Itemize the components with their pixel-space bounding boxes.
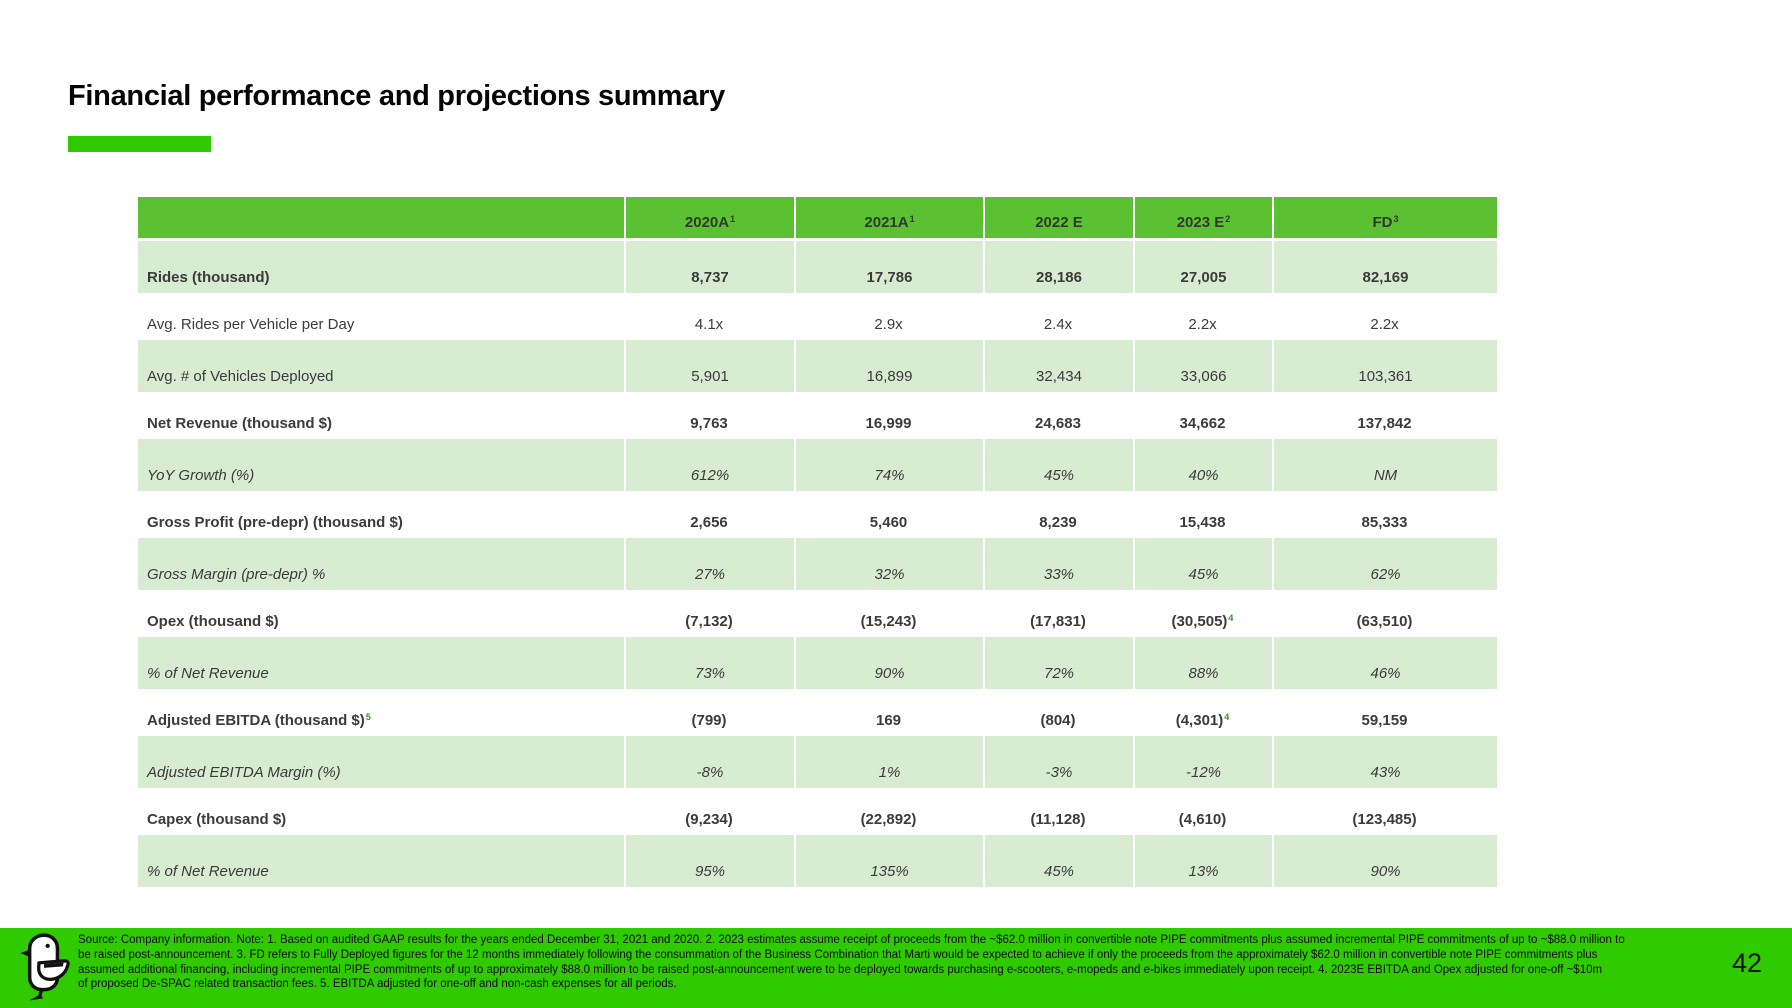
table-cell	[983, 394, 1133, 439]
table-cell	[1133, 439, 1272, 491]
table-cell	[1272, 592, 1497, 637]
cell-text: (4,610)	[1178, 811, 1227, 828]
table-cell	[624, 340, 794, 392]
table-cell	[624, 637, 794, 689]
table-cell	[794, 295, 983, 340]
cell-text: 45%	[1188, 566, 1219, 583]
table-cell	[624, 790, 794, 835]
table-cell	[794, 790, 983, 835]
table-cell	[1272, 835, 1497, 887]
table-row	[138, 295, 1497, 340]
row-label	[138, 736, 624, 788]
table-cell	[624, 592, 794, 637]
table-cell	[1133, 691, 1272, 736]
cell-text: 85,333	[1361, 514, 1408, 531]
cell-text: 62%	[1370, 566, 1401, 583]
table-cell	[1272, 637, 1497, 689]
cell-text: (9,234)	[685, 811, 733, 828]
table-cell	[624, 736, 794, 788]
table-cell	[624, 241, 794, 293]
table-cell	[1272, 439, 1497, 491]
cell-text: (11,128)	[1030, 811, 1086, 828]
cell-text: 2023 E	[1176, 214, 1225, 231]
cell-text: 2.2x	[1188, 316, 1217, 333]
cell-text: 28,186	[1036, 269, 1082, 286]
row-label	[138, 295, 624, 340]
table-cell	[794, 592, 983, 637]
cell-text: Gross Profit (pre-depr) (thousand $)	[147, 514, 403, 531]
table-cell	[1272, 295, 1497, 340]
table-cell	[983, 835, 1133, 887]
table-cell	[794, 241, 983, 293]
cell-text: 2.2x	[1370, 316, 1399, 333]
table-cell	[624, 835, 794, 887]
cell-text: Capex (thousand $)	[147, 811, 287, 828]
cell-text: 16,999	[865, 415, 912, 432]
table-cell	[794, 340, 983, 392]
cell-text: 27,005	[1180, 269, 1227, 286]
row-label	[138, 790, 624, 835]
footnote-marker: 4	[1228, 613, 1234, 623]
table-cell	[624, 439, 794, 491]
cell-text: 612%	[690, 467, 730, 484]
cell-text: 33,066	[1180, 368, 1227, 385]
cell-text: 5,460	[869, 514, 908, 531]
cell-text: 32%	[874, 566, 905, 583]
cell-text: 16,899	[866, 368, 913, 385]
cell-text: 15,438	[1179, 514, 1226, 531]
page-title: Financial performance and projections summary	[68, 80, 725, 112]
cell-text: (15,243)	[860, 613, 917, 630]
table-cell	[1133, 241, 1272, 293]
row-label	[138, 835, 624, 887]
table-row	[138, 637, 1497, 691]
table-cell	[1272, 538, 1497, 590]
cell-text: 2022 E	[1035, 214, 1083, 231]
cell-text: 43%	[1370, 764, 1401, 781]
table-cell	[624, 197, 794, 238]
table-row	[138, 736, 1497, 790]
cell-text: 90%	[874, 665, 905, 682]
footnote-marker: 1	[730, 214, 736, 224]
table-cell	[1272, 241, 1497, 293]
row-label	[138, 394, 624, 439]
cell-text: 27%	[694, 566, 726, 583]
page-number: 42	[1731, 948, 1762, 978]
row-label	[138, 637, 624, 689]
cell-text: 45%	[1043, 863, 1075, 880]
row-label	[138, 340, 624, 392]
footnote-marker: 3	[1393, 214, 1399, 224]
cell-text: NM	[1373, 467, 1398, 484]
row-label	[138, 592, 624, 637]
table-cell	[1133, 790, 1272, 835]
cell-text: 90%	[1370, 863, 1401, 880]
cell-text: 88%	[1188, 665, 1219, 682]
table-cell	[794, 736, 983, 788]
cell-text: (22,892)	[860, 811, 917, 828]
cell-text: 169	[875, 712, 902, 729]
cell-text: 74%	[874, 467, 905, 484]
table-cell	[1133, 340, 1272, 392]
cell-text: -3%	[1045, 764, 1073, 781]
note-line: Source: Company information. Note: 1. Based on audited GAAP results for the years ended December 31, 2021 and 2020. 2. 2023 estimates assume receipt of proceeds from the ~$62.0 million in convertible note PIPE commitments plus assumed incremental PIPE commitments of up to ~$88.0 million to	[78, 934, 1625, 946]
table-row	[138, 592, 1497, 637]
note-line: of proposed De-SPAC related transaction fees. 5. EBITDA adjusted for one-off and non-cash expenses for all periods.	[78, 978, 677, 991]
table-cell	[794, 691, 983, 736]
cell-text: 33%	[1043, 566, 1075, 583]
row-label	[138, 538, 624, 590]
row-label	[138, 197, 624, 238]
note-line: be raised post-announcement. 3. FD refers to Fully Deployed figures for the 12 months immediately following the consummation of the Business Combination that Marti would be expected to achieve if only the proceeds from the approximately $62.0 million in convertible note PIPE commitments plus	[78, 948, 1598, 961]
cell-text: 9,763	[690, 415, 728, 432]
row-label	[138, 439, 624, 491]
table-cell	[794, 538, 983, 590]
table-row	[138, 691, 1497, 736]
cell-text: 1%	[878, 764, 901, 781]
cell-text: (30,505)	[1171, 613, 1228, 630]
table-cell	[1272, 340, 1497, 392]
table-cell	[1133, 736, 1272, 788]
cell-text: % of Net Revenue	[147, 863, 269, 880]
cell-text: Avg. Rides per Vehicle per Day	[147, 316, 355, 333]
cell-text: (123,485)	[1352, 811, 1417, 828]
cell-text: Gross Margin (pre-depr) %	[147, 566, 326, 583]
duck-logo	[11, 932, 73, 1002]
cell-text: 103,361	[1358, 368, 1413, 385]
cell-text: (4,301)	[1175, 712, 1224, 729]
cell-text: Adjusted EBITDA (thousand $)	[147, 712, 365, 729]
cell-text: FD	[1372, 214, 1393, 231]
table-row	[138, 394, 1497, 439]
table-cell	[983, 538, 1133, 590]
cell-text: 8,737	[691, 269, 729, 286]
cell-text: 45%	[1043, 467, 1075, 484]
cell-text: 13%	[1188, 863, 1219, 880]
table-cell	[983, 637, 1133, 689]
cell-text: 82,169	[1362, 269, 1409, 286]
cell-text: 2.9x	[874, 316, 903, 333]
footnote-marker: 5	[365, 712, 371, 722]
cell-text: 40%	[1188, 467, 1219, 484]
table-cell	[983, 736, 1133, 788]
footer-band	[0, 928, 1792, 1008]
table-cell	[624, 493, 794, 538]
cell-text: 8,239	[1039, 514, 1077, 531]
cell-text: (7,132)	[685, 613, 733, 630]
table-cell	[983, 439, 1133, 491]
table-cell	[983, 340, 1133, 392]
cell-text: 2,656	[690, 514, 728, 531]
table-cell	[1133, 637, 1272, 689]
table-body	[138, 241, 1497, 889]
table-cell	[1272, 394, 1497, 439]
cell-text: % of Net Revenue	[147, 665, 269, 682]
row-label	[138, 493, 624, 538]
cell-text: 135%	[870, 863, 909, 880]
cell-text: 5,901	[691, 368, 729, 385]
table-cell	[624, 394, 794, 439]
cell-text: 72%	[1043, 665, 1075, 682]
table-cell	[983, 691, 1133, 736]
cell-text: -12%	[1185, 764, 1222, 781]
cell-text: 32,434	[1036, 368, 1082, 385]
cell-text: (799)	[691, 712, 727, 729]
cell-text: (17,831)	[1030, 613, 1086, 630]
table-cell	[1133, 592, 1272, 637]
table-cell	[983, 241, 1133, 293]
row-label	[138, 241, 624, 293]
table-cell	[1272, 736, 1497, 788]
cell-text: 4.1x	[694, 316, 724, 333]
cell-text: 34,662	[1179, 415, 1226, 432]
table-cell	[983, 592, 1133, 637]
table-cell	[1272, 197, 1497, 238]
cell-text: Rides (thousand)	[147, 269, 270, 286]
row-label	[138, 691, 624, 736]
cell-text: (804)	[1040, 712, 1076, 729]
table-row	[138, 538, 1497, 592]
table-cell	[794, 439, 983, 491]
cell-text: 2.4x	[1043, 316, 1073, 333]
cell-text: Adjusted EBITDA Margin (%)	[147, 764, 341, 781]
footnote-marker: 2	[1225, 214, 1231, 224]
cell-text: 137,842	[1357, 415, 1412, 432]
table-row	[138, 790, 1497, 835]
table-cell	[1272, 493, 1497, 538]
note-line: assumed additional financing, including incremental PIPE commitments of up to approximately $88.0 million to be raised post-announcement were to be deployed towards purchasing e-scooters, e-mopeds and e-bikes immediately upon receipt. 4. 2023E EBITDA and Opex adjusted for one-off ~$10m	[78, 963, 1603, 976]
table-cell	[1133, 394, 1272, 439]
table-cell	[1133, 197, 1272, 238]
table-cell	[983, 790, 1133, 835]
table-cell	[1133, 835, 1272, 887]
financial-table	[138, 197, 1497, 889]
table-row	[138, 493, 1497, 538]
table-cell	[794, 197, 983, 238]
table-cell	[983, 295, 1133, 340]
table-cell	[983, 197, 1133, 238]
cell-text: 17,786	[866, 269, 913, 286]
cell-text: YoY Growth (%)	[147, 467, 255, 484]
table-cell	[624, 538, 794, 590]
table-cell	[1133, 295, 1272, 340]
cell-text: -8%	[696, 764, 724, 781]
table-cell	[794, 493, 983, 538]
footnote-marker: 4	[1224, 712, 1230, 722]
cell-text: 46%	[1370, 665, 1401, 682]
cell-text: (63,510)	[1356, 613, 1413, 630]
source-notes	[78, 933, 1625, 992]
table-cell	[624, 295, 794, 340]
table-cell	[1272, 790, 1497, 835]
cell-text: 2020A	[684, 214, 730, 231]
table-header-row	[138, 197, 1497, 241]
table-row	[138, 835, 1497, 889]
cell-text: Opex (thousand $)	[147, 613, 279, 630]
table-row	[138, 241, 1497, 295]
table-cell	[983, 493, 1133, 538]
table-cell	[794, 835, 983, 887]
cell-text: 73%	[694, 665, 726, 682]
table-row	[138, 340, 1497, 394]
cell-text: 2021A	[864, 214, 909, 231]
cell-text: Avg. # of Vehicles Deployed	[147, 368, 334, 385]
table-cell	[794, 637, 983, 689]
table-cell	[794, 394, 983, 439]
table-cell	[1272, 691, 1497, 736]
title-accent-bar	[68, 136, 211, 152]
table-row	[138, 439, 1497, 493]
footnote-marker: 1	[909, 214, 915, 224]
cell-text: Net Revenue (thousand $)	[147, 415, 333, 432]
cell-text: 24,683	[1035, 415, 1081, 432]
table-cell	[624, 691, 794, 736]
table-cell	[1133, 538, 1272, 590]
cell-text: 95%	[694, 863, 726, 880]
cell-text: 59,159	[1361, 712, 1408, 729]
table-cell	[1133, 493, 1272, 538]
